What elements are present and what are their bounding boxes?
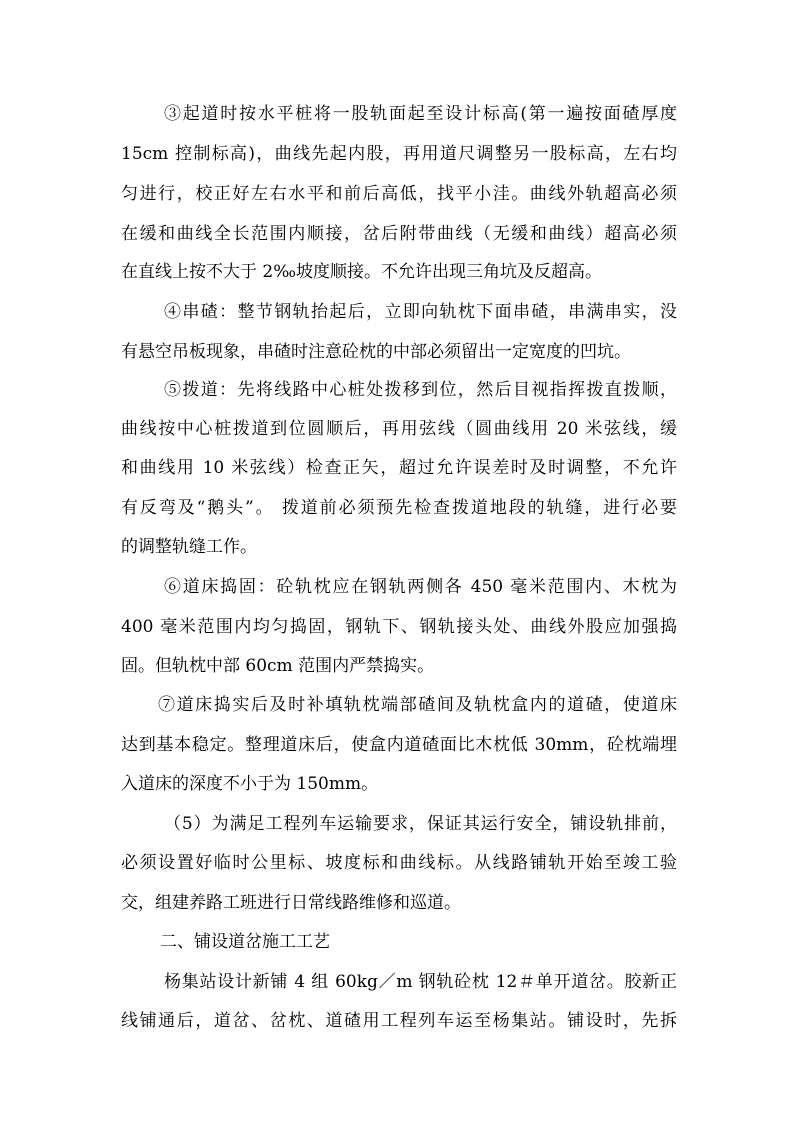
text-line: 的调整轨缝工作。 (121, 537, 257, 557)
text-line: 有悬空吊板现象，串碴时注意砼枕的中部必须留出一定宽度的凹坑。 (121, 342, 631, 362)
text-line: 在缓和曲线全长范围内顺接，岔后附带曲线（无缓和曲线）超高必须 (121, 224, 677, 244)
text-line: 入道床的深度不小于为 150mm。 (121, 774, 379, 794)
text-line: 线铺通后，道岔、岔枕、道碴用工程列车运至杨集站。铺设时，先拆 (121, 1011, 677, 1031)
text-line: 曲线按中心桩拨道到位圆顺后，再用弦线（圆曲线用 20 米弦线，缓 (121, 419, 677, 439)
text-line: 在直线上按不大于 2‰坡度顺接。不允许出现三角坑及反超高。 (121, 262, 603, 282)
text-line: 固。但轨枕中部 60cm 范围内严禁捣实。 (121, 656, 435, 676)
section-heading: 二、铺设道岔施工工艺 (160, 932, 330, 952)
text-line: ③起道时按水平桩将一股轨面起至设计标高(第一遍按面碴厚度 (164, 104, 677, 124)
text-line: 和曲线用 10 米弦线）检查正矢，超过允许误差时及时调整，不允许 (121, 458, 677, 478)
text-line: 交，组建养路工班进行日常线路维修和巡道。 (121, 893, 461, 913)
text-line: 必须设置好临时公里标、坡度标和曲线标。从线路铺轨开始至竣工验 (121, 853, 677, 873)
text-line: 杨集站设计新铺 4 组 60kg／m 钢轨砼枕 12＃单开道岔。胶新正 (164, 972, 677, 992)
text-line: 匀进行，校正好左右水平和前后高低，找平小洼。曲线外轨超高必须 (121, 184, 677, 204)
text-line: （5）为满足工程列车运输要求，保证其运行安全，铺设轨排前， (164, 814, 677, 834)
text-line: ⑦道床捣实后及时补填轨枕端部碴间及轨枕盒内的道碴，使道床 (158, 695, 677, 715)
text-line: 有反弯及“鹅头”。 拨道前必须预先检查拨道地段的轨缝，进行必要 (121, 498, 677, 518)
text-line: ⑤拨道：先将线路中心桩处拨移到位，然后目视指挥拨直拨顺， (164, 380, 677, 400)
text-line: ④串碴：整节钢轨抬起后，立即向轨枕下面串碴，串满串实，没 (164, 302, 677, 322)
text-line: ⑥道床捣固：砼轨枕应在钢轨两侧各 450 毫米范围内、木枕为 (164, 577, 677, 597)
text-line: 400 毫米范围内均匀捣固，钢轨下、钢轨接头处、曲线外股应加强捣 (121, 617, 677, 637)
text-line: 达到基本稳定。整理道床后，使盒内道碴面比木枕低 30mm，砼枕端埋 (121, 735, 677, 755)
text-line: 15cm 控制标高)，曲线先起内股，再用道尺调整另一股标高，左右均 (121, 144, 677, 164)
